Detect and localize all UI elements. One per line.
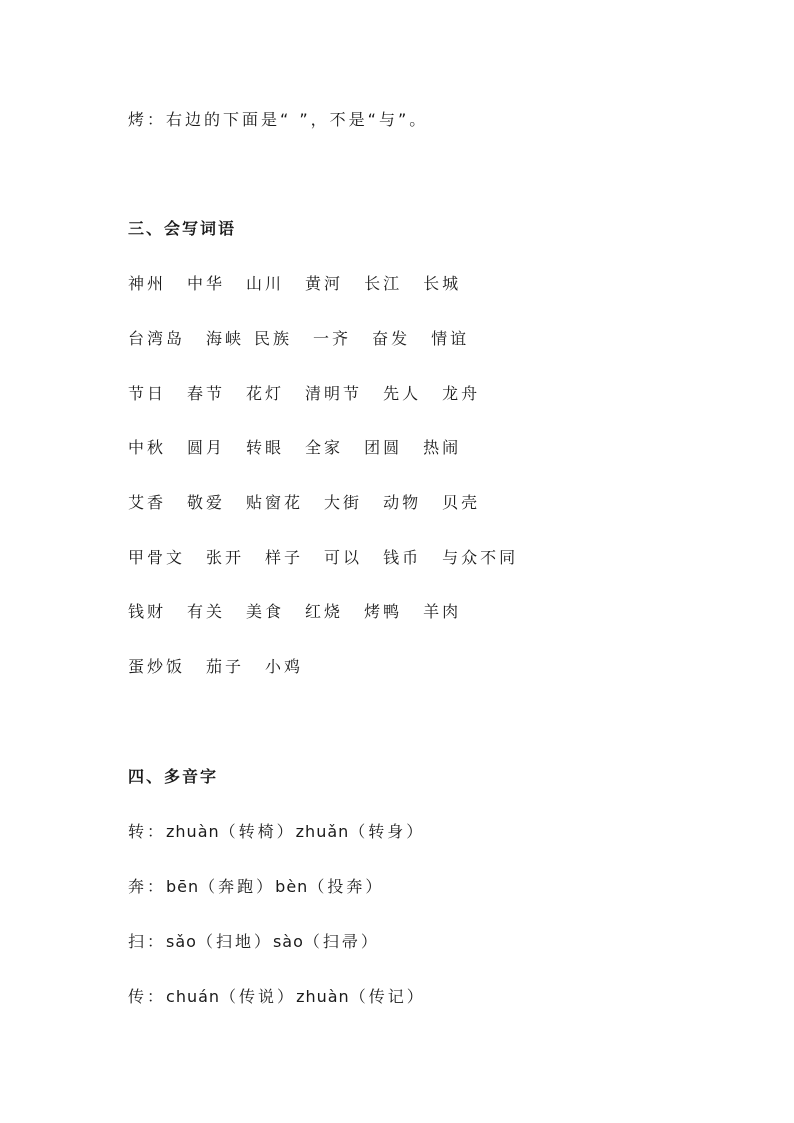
polyphone-line-4 — [128, 987, 426, 1007]
word: 有关 — [187, 602, 226, 621]
word: 长城 — [423, 274, 462, 293]
section3-heading: 三、会写词语 — [128, 219, 237, 238]
word: 美食 — [246, 602, 285, 621]
word: 钱币 — [383, 548, 422, 567]
word-row-5 — [128, 493, 480, 513]
word-row-2 — [128, 329, 469, 349]
word: 先人 — [383, 384, 422, 403]
word-row-6 — [128, 548, 518, 568]
word-row-3 — [128, 384, 480, 404]
pinyin: bèn — [275, 877, 309, 896]
polyphone-line-1 — [128, 822, 425, 842]
word: 圆月 — [187, 438, 226, 457]
word: 小鸡 — [265, 657, 304, 676]
word: 茄子 — [206, 657, 245, 676]
word: 动物 — [383, 493, 422, 512]
word: 黄河 — [305, 274, 344, 293]
pinyin: chuán — [166, 987, 221, 1006]
example-word: （扫帚） — [303, 932, 380, 951]
word: 花灯 — [246, 384, 285, 403]
word: 中华 — [187, 274, 226, 293]
word: 大街 — [324, 493, 363, 512]
word: 钱财 — [128, 602, 167, 621]
word: 神州 — [128, 274, 167, 293]
word: 烤鸭 — [364, 602, 403, 621]
poly-char: 转： — [128, 822, 167, 841]
word: 节日 — [128, 384, 167, 403]
word: 甲骨文 — [128, 548, 186, 567]
word: 张开 — [206, 548, 245, 567]
pinyin: zhuǎn — [295, 822, 350, 841]
word: 全家 — [305, 438, 344, 457]
word: 龙舟 — [442, 384, 481, 403]
polyphone-line-2 — [128, 877, 384, 897]
word: 海峡 — [206, 329, 245, 348]
poly-char: 奔： — [128, 877, 167, 896]
word-row-7 — [128, 602, 461, 622]
pinyin: sào — [272, 932, 304, 951]
example-word: （奔跑） — [199, 877, 276, 896]
word: 山川 — [246, 274, 285, 293]
polyphone-line-3 — [128, 932, 380, 952]
word: 热闹 — [423, 438, 462, 457]
section4-heading: 四、多音字 — [128, 767, 219, 786]
note-line: 烤：右边的下面是“ ”，不是“与”。 — [128, 110, 429, 129]
word-row-1 — [128, 274, 461, 294]
word: 清明节 — [305, 384, 363, 403]
example-word: （转椅） — [219, 822, 296, 841]
word: 艾香 — [128, 493, 167, 512]
word: 羊肉 — [423, 602, 462, 621]
word: 与众不同 — [442, 548, 519, 567]
word: 民族 — [254, 329, 293, 348]
word: 春节 — [187, 384, 226, 403]
word: 贴窗花 — [246, 493, 304, 512]
pinyin: sǎo — [166, 932, 197, 951]
word: 红烧 — [305, 602, 344, 621]
poly-char: 扫： — [128, 932, 167, 951]
word: 情谊 — [431, 329, 470, 348]
word: 样子 — [265, 548, 304, 567]
word-row-4 — [128, 438, 461, 458]
example-word: （传记） — [349, 987, 426, 1006]
pinyin: zhuàn — [296, 987, 350, 1006]
word: 长江 — [364, 274, 403, 293]
word: 台湾岛 — [128, 329, 186, 348]
example-word: （投奔） — [308, 877, 385, 896]
word: 蛋炒饭 — [128, 657, 186, 676]
word: 敬爱 — [187, 493, 226, 512]
example-word: （转身） — [349, 822, 426, 841]
example-word: （传说） — [220, 987, 297, 1006]
pinyin: zhuàn — [166, 822, 220, 841]
word: 可以 — [324, 548, 363, 567]
example-word: （扫地） — [196, 932, 273, 951]
pinyin: bēn — [166, 877, 200, 896]
word-row-8 — [128, 657, 303, 677]
word: 团圆 — [364, 438, 403, 457]
word: 奋发 — [372, 329, 411, 348]
word: 中秋 — [128, 438, 167, 457]
poly-char: 传： — [128, 987, 167, 1006]
word: 转眼 — [246, 438, 285, 457]
word: 一齐 — [313, 329, 352, 348]
word: 贝壳 — [442, 493, 481, 512]
